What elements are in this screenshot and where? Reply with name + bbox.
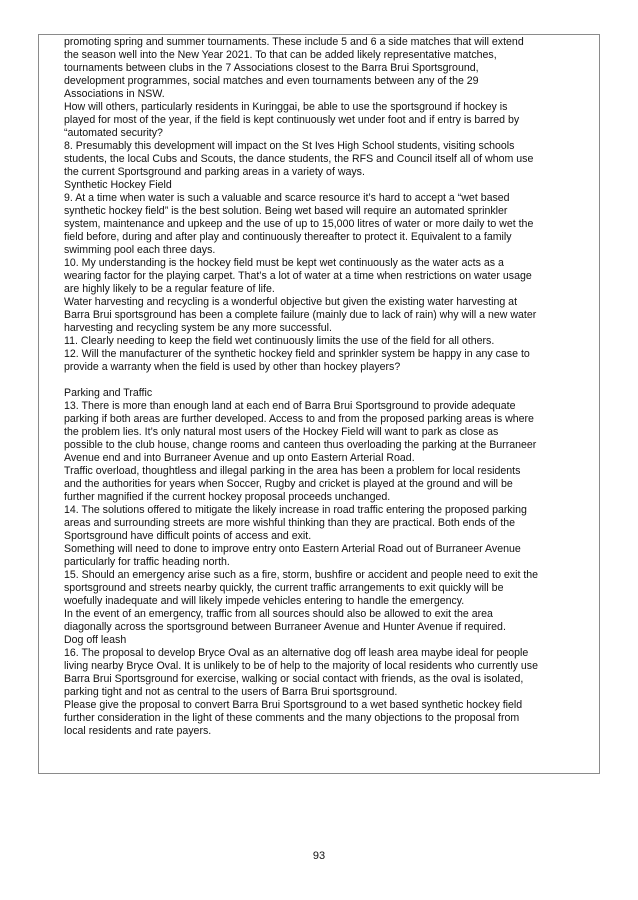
text-line: are highly likely to be a regular feature of life. <box>64 283 275 295</box>
text-line: tournaments between clubs in the 7 Associations closest to the Barra Brui Sportsground, <box>64 62 479 74</box>
text-line: promoting spring and summer tournaments. These include 5 and 6 a side matches that will extend <box>64 36 524 48</box>
text-line: harvesting and recycling system be any more successful. <box>64 322 332 334</box>
text-line: 12. Will the manufacturer of the synthetic hockey field and sprinkler system be happy in any case to <box>64 348 530 360</box>
text-line: In the event of an emergency, traffic from all sources should also be allowed to exit the area <box>64 608 493 620</box>
text-line: 13. There is more than enough land at each end of Barra Brui Sportsground to provide adequate <box>64 400 516 412</box>
text-line: the problem lies. It’s only natural most users of the Hockey Field will want to park as close as <box>64 426 499 438</box>
text-line: 9. At a time when water is such a valuable and scarce resource it’s hard to accept a “wet based <box>64 192 510 204</box>
text-line: development programmes, social matches and even tournaments between any of the 29 <box>64 75 479 87</box>
text-line: possible to the club house, change rooms and canteen thus overloading the parking at the Burraneer <box>64 439 537 451</box>
text-line: 16. The proposal to develop Bryce Oval as an alternative dog off leash area maybe ideal for people <box>64 647 529 659</box>
text-line: Sportsground have difficult points of access and exit. <box>64 530 312 542</box>
text-line: Please give the proposal to convert Barra Brui Sportsground to a wet based synthetic hockey field <box>64 699 523 711</box>
document-body <box>64 36 594 738</box>
text-line: How will others, particularly residents in Kuringgai, be able to use the sportsground if hockey is <box>64 101 508 113</box>
text-line: provide a warranty when the field is used by other than hockey players? <box>64 361 401 373</box>
text-line: the current Sportsground and parking areas in a variety of ways. <box>64 166 365 178</box>
text-line: particularly for traffic heading north. <box>64 556 230 568</box>
text-line: and the authorities for years when Soccer, Rugby and cricket is played at the ground and will be <box>64 478 513 490</box>
text-line: swimming pool each three days. <box>64 244 216 256</box>
text-line: the season well into the New Year 2021. To that can be added likely representative matches, <box>64 49 497 61</box>
text-line: parking if both areas are further developed. Access to and from the proposed parking areas is where <box>64 413 534 425</box>
text-line: students, the local Cubs and Scouts, the dance students, the RFS and Council itself all of whom use <box>64 153 534 165</box>
text-line: 14. The solutions offered to mitigate the likely increase in road traffic entering the proposed parking <box>64 504 527 516</box>
text-line: Avenue end and into Burraneer Avenue and up onto Eastern Arterial Road. <box>64 452 415 464</box>
text-line: Synthetic Hockey Field <box>64 179 172 191</box>
text-line: Traffic overload, thoughtless and illegal parking in the area has been a problem for local residents <box>64 465 521 477</box>
text-line: Water harvesting and recycling is a wonderful objective but given the existing water harvesting at <box>64 296 518 308</box>
text-line: Something will need to done to improve entry onto Eastern Arterial Road out of Burraneer Avenue <box>64 543 521 555</box>
text-line: Barra Brui Sportsground for exercise, walking or social contact with friends, as the oval is isolated, <box>64 673 524 685</box>
text-line: field before, during and after play and continuously thereafter to protect it. Equivalent to a family <box>64 231 512 243</box>
text-line: wearing factor for the playing carpet. That’s a lot of water at a time when restrictions on water usage <box>64 270 532 282</box>
text-line: 10. My understanding is the hockey field must be kept wet continuously as the water acts as a <box>64 257 504 269</box>
text-line: sportsground and streets nearby quickly, the current traffic arrangements to exit quickly will be <box>64 582 504 594</box>
text-line: further consideration in the light of these comments and the many objections to the proposal from <box>64 712 520 724</box>
text-line: woefully inadequate and will likely impede vehicles entering to handle the emergency. <box>64 595 465 607</box>
text-line: 11. Clearly needing to keep the field wet continuously limits the use of the field for all others. <box>64 335 495 347</box>
text-line: Dog off leash <box>64 634 127 646</box>
text-line: areas and surrounding streets are more wishful thinking than they are practical. Both ends of the <box>64 517 516 529</box>
text-line: synthetic hockey field” is the best solution. Being wet based will require an automated sprinkler <box>64 205 508 217</box>
text-line: Associations in NSW. <box>64 88 165 100</box>
text-line: Barra Brui sportsground has been a complete failure (mainly due to lack of rain) why will a new water <box>64 309 537 321</box>
text-line: living nearby Bryce Oval. It is unlikely to be of help to the majority of local residents who currently use <box>64 660 538 672</box>
text-line: diagonally across the sportsground between Burraneer Avenue and Hunter Avenue if required. <box>64 621 506 633</box>
text-line: 15. Should an emergency arise such as a fire, storm, bushfire or accident and people need to exit the <box>64 569 539 581</box>
text-line: 8. Presumably this development will impact on the St Ives High School students, visiting schools <box>64 140 515 152</box>
text-line: parking tight and not as central to the users of Barra Brui sportsground. <box>64 686 398 698</box>
text-line: “automated security? <box>64 127 163 139</box>
text-line: system, maintenance and upkeep and the use of up to 15,000 litres of water or more daily to wet the <box>64 218 534 230</box>
page-number: 93 <box>312 850 326 862</box>
text-line: Parking and Traffic <box>64 387 153 399</box>
blank-line <box>64 374 594 387</box>
text-line: played for most of the year, if the field is kept continuously wet under foot and if entry is barred by <box>64 114 520 126</box>
text-line: further magnified if the current hockey proposal proceeds unchanged. <box>64 491 391 503</box>
text-line: local residents and rate payers. <box>64 725 212 737</box>
